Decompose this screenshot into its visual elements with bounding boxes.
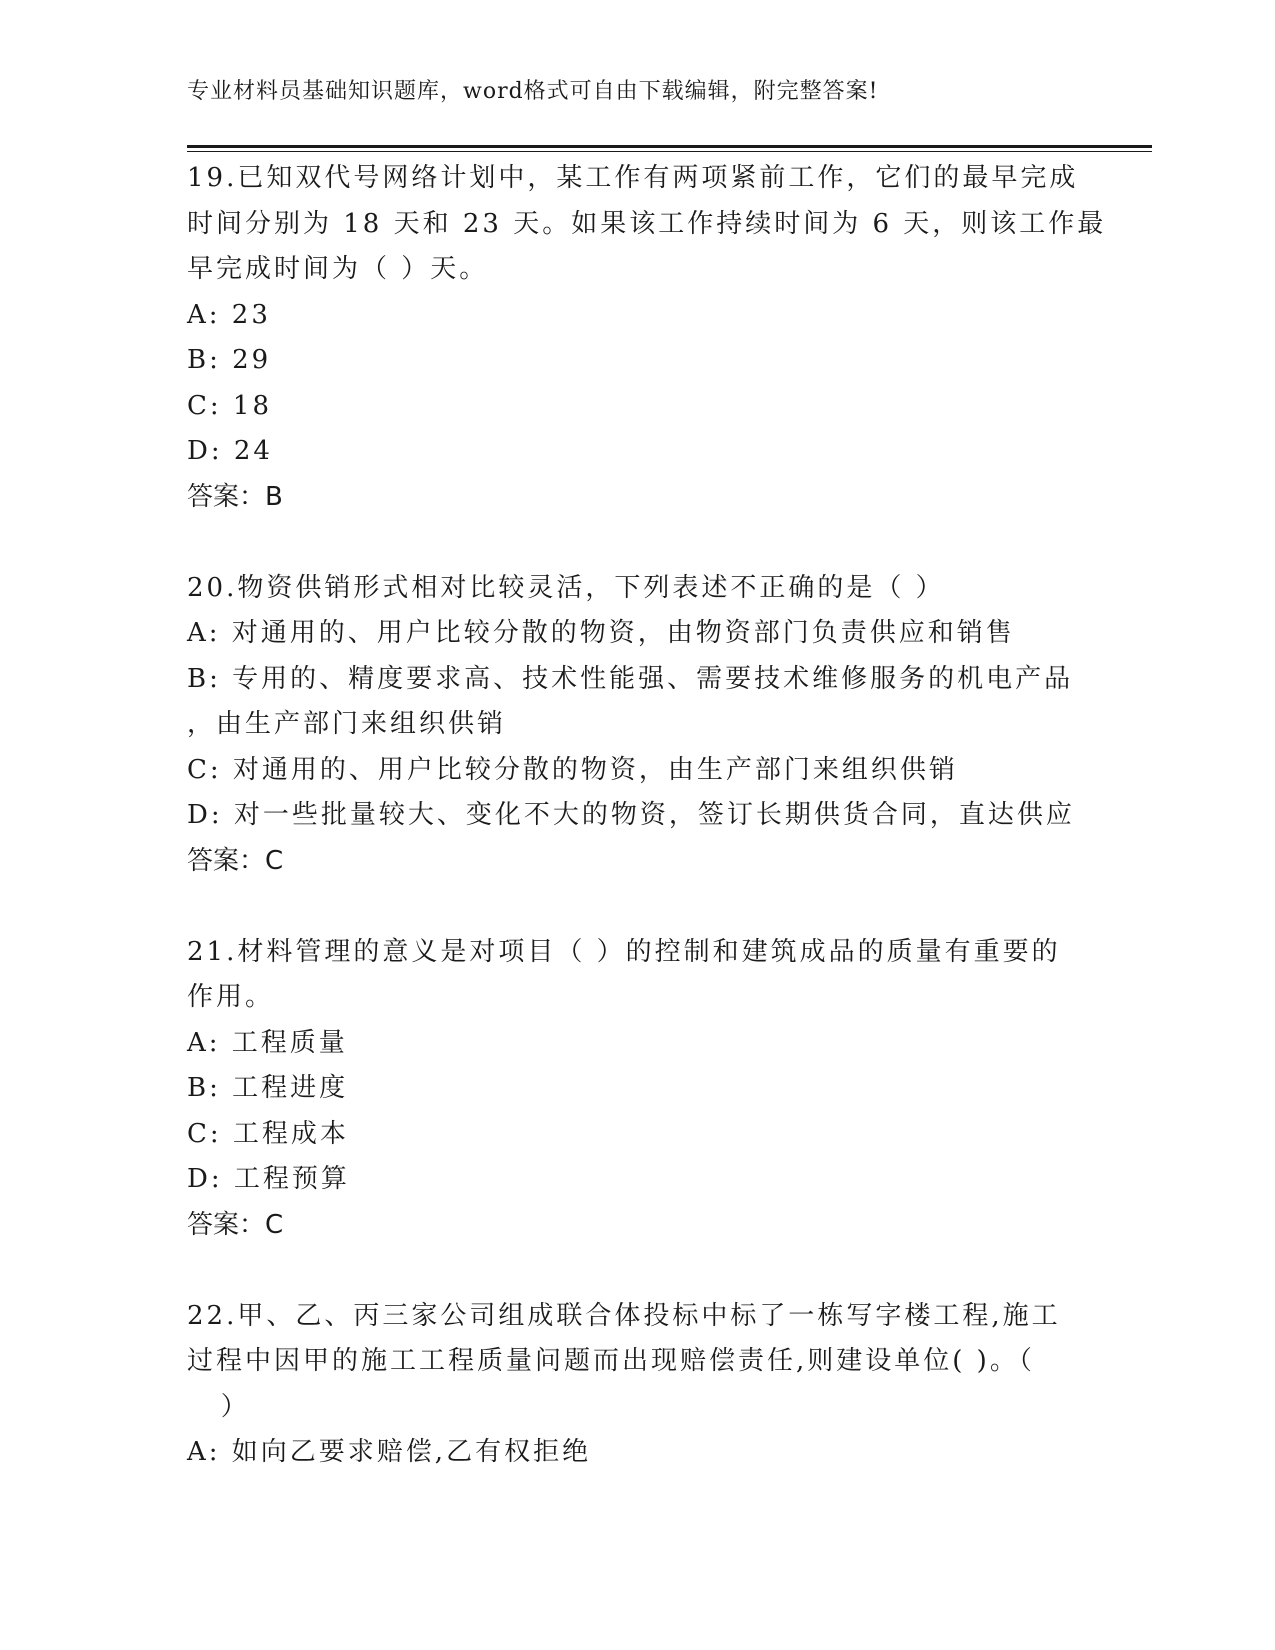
question-stem-line: 时间分别为 18 天和 23 天。如果该工作持续时间为 6 天，则该工作最 [187,208,1107,239]
spacer [187,520,1087,566]
question-stem-line: 早完成时间为（ ）天。 [187,254,489,284]
question-22 [187,1294,1087,1476]
header-rule-thick [187,145,1152,148]
option-b-continued: ，由生产部门来组织供销 [187,709,507,739]
question-stem-line: 19.已知双代号网络计划中，某工作有两项紧前工作，它们的最早完成 [187,163,1079,193]
spacer [187,884,1087,930]
question-21 [187,930,1087,1249]
question-19 [187,156,1107,520]
option-a: A: 23 [187,299,271,330]
question-20 [187,566,1087,885]
option-d: D: 对一些批量较大、变化不大的物资，签订长期供货合同，直达供应 [187,800,1075,830]
option-a: A: 工程质量 [187,1027,348,1058]
question-stem-line: 20.物资供销形式相对比较灵活，下列表述不正确的是（ ） [187,572,945,603]
option-b: B: 工程进度 [187,1073,349,1103]
answer: 答案：C [187,1209,284,1240]
option-b: B: 29 [187,345,272,375]
option-c: C: 工程成本 [187,1118,349,1149]
header-rule-thin [187,151,1152,152]
spacer [187,1248,1087,1294]
page-header: 专业材料员基础知识题库，word格式可自由下载编辑，附完整答案! [187,79,879,104]
answer: 答案：C [187,845,284,876]
option-b: B: 专用的、精度要求高、技术性能强、需要技术维修服务的机电产品 [187,663,1074,694]
option-d: D: 工程预算 [187,1164,350,1194]
question-stem-line: 21.材料管理的意义是对项目（ ）的控制和建筑成品的质量有重要的 [187,936,1061,967]
question-stem-line: 22.甲、乙、丙三家公司组成联合体投标中标了一栋写字楼工程,施工 [187,1300,1061,1331]
option-a: A: 如向乙要求赔偿,乙有权拒绝 [187,1437,592,1467]
question-list [187,156,1107,1476]
question-stem-line: 过程中因甲的施工工程质量问题而出现赔偿责任,则建设单位( )。（ [187,1346,1035,1376]
answer: 答案：B [187,481,283,512]
option-a: A: 对通用的、用户比较分散的物资，由物资部门负责供应和销售 [187,618,1015,648]
option-d: D: 24 [187,436,273,466]
question-stem-line: 作用。 [187,982,275,1012]
option-c: C: 对通用的、用户比较分散的物资，由生产部门来组织供销 [187,754,958,785]
option-c: C: 18 [187,390,273,421]
question-stem-line: ） [187,1391,250,1422]
